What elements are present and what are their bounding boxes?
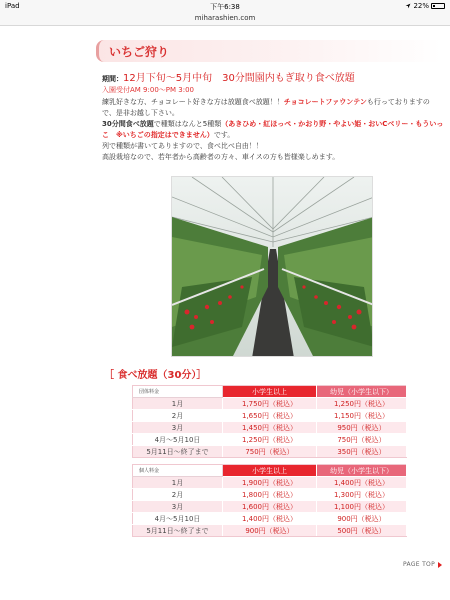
row-label: 2月 bbox=[133, 410, 223, 422]
greenhouse-photo bbox=[171, 176, 373, 357]
status-bar bbox=[0, 0, 450, 12]
row-label: 5月11日〜終了まで bbox=[133, 525, 223, 537]
group-price-table bbox=[132, 385, 407, 458]
period-line bbox=[102, 69, 355, 84]
price-cell: 1,450円（税込） bbox=[223, 422, 317, 434]
page-top-link[interactable] bbox=[403, 561, 442, 568]
price-cell: 1,600円（税込） bbox=[223, 501, 317, 513]
price-cell: 1,750円（税込） bbox=[223, 398, 317, 410]
table-row bbox=[133, 513, 407, 525]
table-label: 個人料金 bbox=[133, 465, 223, 477]
row-label: 5月11日〜終了まで bbox=[133, 446, 223, 458]
row-label: 2月 bbox=[133, 489, 223, 501]
row-label: 1月 bbox=[133, 477, 223, 489]
table-row bbox=[133, 477, 407, 489]
caret-right-icon bbox=[438, 562, 442, 568]
varieties-text: （あきひめ・紅ほっぺ・かおり野・やよい姫・おいCベリー・もういっ bbox=[221, 120, 444, 128]
all-you-can-eat-text: 30分間食べ放題 bbox=[102, 120, 154, 128]
price-cell: 750円（税込） bbox=[223, 446, 317, 458]
price-cell: 900円（税込） bbox=[223, 525, 317, 537]
battery-icon bbox=[431, 3, 445, 9]
desc-text: 練乳好きな方、チョコレート好きな方は放題食べ放題！！ bbox=[102, 98, 284, 106]
table-header-row bbox=[133, 386, 407, 398]
individual-price-table bbox=[132, 464, 407, 537]
chocolate-fountain-text: チョコレートファウンテン bbox=[283, 98, 367, 106]
reception-hours: 入園受付AM 9:00〜PM 3:00 bbox=[102, 86, 194, 94]
device-name: iPad bbox=[5, 2, 20, 10]
desc-text: で種類はなんと5種類 bbox=[153, 120, 222, 128]
desc-text: です。 bbox=[213, 131, 235, 139]
period-text: 12月下旬〜5月中旬 30分間園内もぎ取り食べ放題 bbox=[123, 73, 355, 84]
price-cell: 1,900円（税込） bbox=[223, 477, 317, 489]
price-cell: 1,250円（税込） bbox=[317, 398, 407, 410]
desc-text: 列で種類が書いてありますので、食べ比べ自由！！ bbox=[102, 142, 263, 150]
table-row bbox=[133, 410, 407, 422]
table-label: 団体料金 bbox=[133, 386, 223, 398]
period-label: 期間： bbox=[102, 75, 123, 83]
price-cell: 1,250円（税込） bbox=[223, 434, 317, 446]
column-header: 小学生以上 bbox=[223, 386, 317, 398]
section-header bbox=[96, 40, 442, 62]
table-row bbox=[133, 434, 407, 446]
battery-percent: 22% bbox=[413, 2, 429, 10]
price-cell: 1,300円（税込） bbox=[317, 489, 407, 501]
price-cell: 1,150円（税込） bbox=[317, 410, 407, 422]
table-row bbox=[133, 422, 407, 434]
location-arrow-icon bbox=[405, 3, 411, 9]
table-row bbox=[133, 398, 407, 410]
section-title: いちご狩り bbox=[109, 45, 170, 59]
status-right bbox=[405, 2, 445, 10]
status-time: 下午6:38 bbox=[210, 3, 240, 11]
row-label: 4月〜5月10日 bbox=[133, 434, 223, 446]
price-cell: 950円（税込） bbox=[317, 422, 407, 434]
column-header: 幼児（小学生以下） bbox=[317, 386, 407, 398]
varieties-note: こ ※いちごの指定はできません） bbox=[102, 131, 214, 139]
table-header-row bbox=[133, 465, 407, 477]
row-label: 3月 bbox=[133, 422, 223, 434]
price-cell: 1,100円（税込） bbox=[317, 501, 407, 513]
description bbox=[102, 97, 444, 163]
price-cell: 350円（税込） bbox=[317, 446, 407, 458]
desc-text: も行っておりますの bbox=[366, 98, 430, 106]
price-heading: ［ 食べ放題（30分）］ bbox=[104, 370, 207, 381]
row-label: 4月〜5月10日 bbox=[133, 513, 223, 525]
greenhouse-image bbox=[172, 177, 373, 357]
price-cell: 1,400円（税込） bbox=[223, 513, 317, 525]
table-row bbox=[133, 525, 407, 537]
price-cell: 1,800円（税込） bbox=[223, 489, 317, 501]
column-header: 幼児（小学生以下） bbox=[317, 465, 407, 477]
desc-text: 高設栽培なので、若年者から高齢者の方々、車イスの方も皆様楽しめます。 bbox=[102, 153, 340, 161]
url-text: miharashien.com bbox=[194, 14, 256, 22]
page-content bbox=[96, 26, 448, 600]
table-row bbox=[133, 489, 407, 501]
page-top-label: PAGE TOP bbox=[403, 561, 435, 568]
price-cell: 900円（税込） bbox=[317, 513, 407, 525]
desc-text: で、是非お越し下さい。 bbox=[102, 109, 179, 117]
table-row bbox=[133, 446, 407, 458]
price-cell: 500円（税込） bbox=[317, 525, 407, 537]
price-cell: 1,650円（税込） bbox=[223, 410, 317, 422]
price-cell: 1,400円（税込） bbox=[317, 477, 407, 489]
table-row bbox=[133, 501, 407, 513]
row-label: 3月 bbox=[133, 501, 223, 513]
column-header: 小学生以上 bbox=[223, 465, 317, 477]
row-label: 1月 bbox=[133, 398, 223, 410]
price-cell: 750円（税込） bbox=[317, 434, 407, 446]
address-bar[interactable] bbox=[0, 12, 450, 26]
